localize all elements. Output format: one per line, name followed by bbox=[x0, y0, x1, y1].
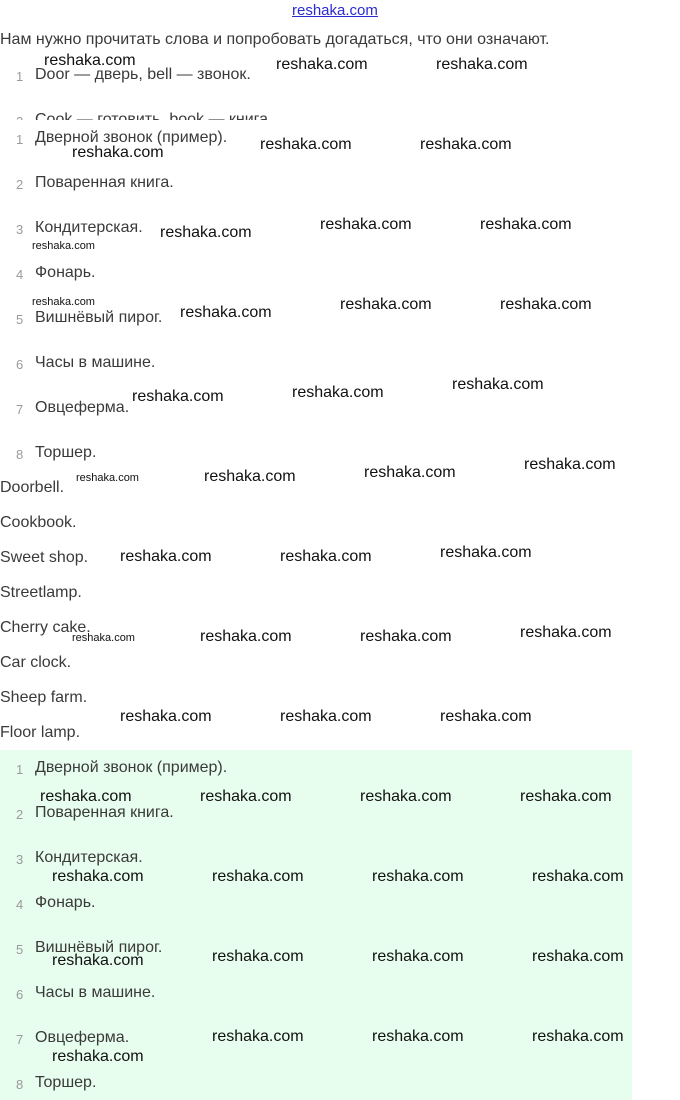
item-number: 1 bbox=[16, 762, 24, 777]
watermark: reshaka.com bbox=[436, 56, 528, 73]
item-text: Дверной звонок (пример). bbox=[35, 759, 228, 776]
watermark: reshaka.com bbox=[200, 788, 292, 805]
site-link[interactable]: reshaka.com bbox=[292, 2, 378, 19]
english-word: Doorbell. bbox=[0, 479, 65, 496]
watermark: reshaka.com bbox=[500, 296, 592, 313]
watermark: reshaka.com bbox=[52, 952, 144, 969]
item-text: Овцеферма. bbox=[35, 1029, 130, 1046]
item-text: Торшер. bbox=[35, 444, 97, 461]
item-text: Вишнёвый пирог. bbox=[35, 309, 163, 326]
intro-text: Нам нужно прочитать слова и попробовать догадаться, что они означают. bbox=[0, 31, 550, 48]
watermark: reshaka.com bbox=[76, 472, 139, 484]
watermark: reshaka.com bbox=[452, 376, 544, 393]
watermark: reshaka.com bbox=[532, 868, 624, 885]
watermark: reshaka.com bbox=[292, 384, 384, 401]
item-text: Часы в машине. bbox=[35, 354, 156, 371]
item-text: Кондитерская. bbox=[35, 849, 143, 866]
item-number: 1 bbox=[16, 132, 24, 147]
item-text: Фонарь. bbox=[35, 894, 96, 911]
item-number: 7 bbox=[16, 1032, 24, 1047]
watermark: reshaka.com bbox=[364, 464, 456, 481]
watermark: reshaka.com bbox=[372, 868, 464, 885]
watermark: reshaka.com bbox=[72, 144, 164, 161]
watermark: reshaka.com bbox=[420, 136, 512, 153]
item-text: Овцеферма. bbox=[35, 399, 130, 416]
watermark: reshaka.com bbox=[200, 628, 292, 645]
watermark: reshaka.com bbox=[72, 632, 135, 644]
watermark: reshaka.com bbox=[280, 548, 372, 565]
watermark: reshaka.com bbox=[372, 948, 464, 965]
watermark: reshaka.com bbox=[260, 136, 352, 153]
watermark: reshaka.com bbox=[340, 296, 432, 313]
watermark: reshaka.com bbox=[520, 624, 612, 641]
item-number: 2 bbox=[16, 807, 24, 822]
watermark: reshaka.com bbox=[204, 468, 296, 485]
watermark: reshaka.com bbox=[44, 52, 136, 69]
item-number: 4 bbox=[16, 267, 24, 282]
item-text: Часы в машине. bbox=[35, 984, 156, 1001]
item-text: Дверной звонок (пример). bbox=[35, 129, 228, 146]
english-word: Streetlamp. bbox=[0, 584, 82, 601]
watermark: reshaka.com bbox=[52, 868, 144, 885]
watermark: reshaka.com bbox=[520, 788, 612, 805]
watermark: reshaka.com bbox=[360, 628, 452, 645]
watermark: reshaka.com bbox=[532, 1028, 624, 1045]
watermark: reshaka.com bbox=[280, 708, 372, 725]
watermark: reshaka.com bbox=[440, 708, 532, 725]
english-word: Cherry cake. bbox=[0, 619, 91, 636]
item-number: 8 bbox=[16, 447, 24, 462]
item-number: 7 bbox=[16, 402, 24, 417]
english-word: Cookbook. bbox=[0, 514, 77, 531]
english-word: Car clock. bbox=[0, 654, 72, 671]
watermark: reshaka.com bbox=[132, 388, 224, 405]
item-number: 6 bbox=[16, 987, 24, 1002]
item-number: 3 bbox=[16, 222, 24, 237]
item-number: 2 bbox=[16, 177, 24, 192]
watermark: reshaka.com bbox=[524, 456, 616, 473]
watermark: reshaka.com bbox=[372, 1028, 464, 1045]
english-word: Sheep farm. bbox=[0, 689, 88, 706]
item-text: Фонарь. bbox=[35, 264, 96, 281]
item-number: 6 bbox=[16, 357, 24, 372]
item-number: 5 bbox=[16, 942, 24, 957]
item-text: Торшер. bbox=[35, 1074, 97, 1091]
watermark: reshaka.com bbox=[32, 296, 95, 308]
watermark: reshaka.com bbox=[320, 216, 412, 233]
item-number: 8 bbox=[16, 1077, 24, 1092]
watermark: reshaka.com bbox=[32, 240, 95, 252]
item-number: 3 bbox=[16, 852, 24, 867]
item-number: 5 bbox=[16, 312, 24, 327]
item-number: 4 bbox=[16, 897, 24, 912]
english-word: Floor lamp. bbox=[0, 724, 81, 741]
item-text: Вишнёвый пирог. bbox=[35, 939, 163, 956]
watermark: reshaka.com bbox=[212, 868, 304, 885]
watermark: reshaka.com bbox=[120, 708, 212, 725]
watermark: reshaka.com bbox=[40, 788, 132, 805]
watermark: reshaka.com bbox=[480, 216, 572, 233]
english-word: Sweet shop. bbox=[0, 549, 89, 566]
watermark: reshaka.com bbox=[360, 788, 452, 805]
item-text: Поваренная книга. bbox=[35, 174, 174, 191]
watermark: reshaka.com bbox=[120, 548, 212, 565]
watermark: reshaka.com bbox=[52, 1048, 144, 1065]
watermark: reshaka.com bbox=[532, 948, 624, 965]
watermark: reshaka.com bbox=[180, 304, 272, 321]
watermark: reshaka.com bbox=[212, 948, 304, 965]
item-text: Кондитерская. bbox=[35, 219, 143, 236]
item-text: Поваренная книга. bbox=[35, 804, 174, 821]
item-text: Door — дверь, bell — звонок. bbox=[35, 66, 251, 83]
item-number: 1 bbox=[16, 69, 24, 84]
watermark: reshaka.com bbox=[440, 544, 532, 561]
watermark: reshaka.com bbox=[160, 224, 252, 241]
watermark: reshaka.com bbox=[212, 1028, 304, 1045]
watermark: reshaka.com bbox=[276, 56, 368, 73]
